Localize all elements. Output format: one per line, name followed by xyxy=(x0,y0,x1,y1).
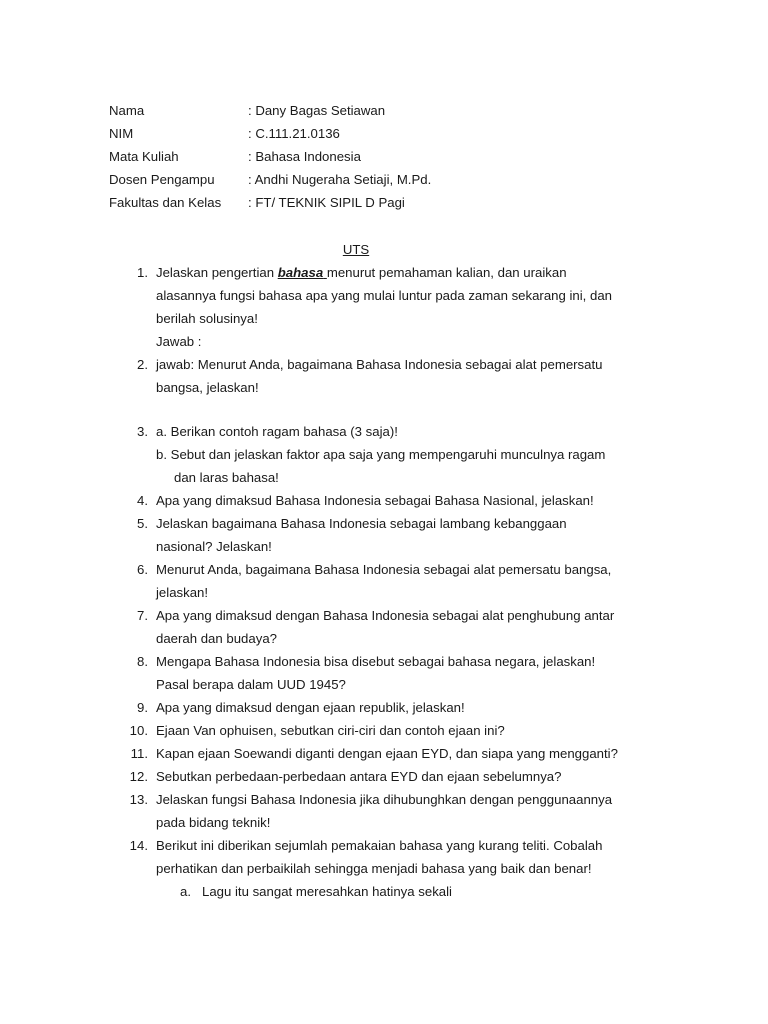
info-row-dosen xyxy=(109,171,431,194)
question-2 xyxy=(0,356,768,379)
question-number: 2. xyxy=(137,357,148,372)
question-3 xyxy=(0,423,768,446)
question-3-b xyxy=(0,446,768,469)
info-row-fakultas xyxy=(109,194,431,217)
question-7 xyxy=(0,607,768,630)
sub-item-letter: a. xyxy=(180,884,191,899)
question-text: bangsa, jelaskan! xyxy=(156,380,259,395)
question-number: 7. xyxy=(137,608,148,623)
question-text: alasannya fungsi bahasa apa yang mulai luntur pada zaman sekarang ini, dan xyxy=(156,288,613,303)
question-text: Berikut ini diberikan sejumlah pemakaian bahasa yang kurang teliti. Cobalah xyxy=(156,838,603,853)
question-14-sub-a xyxy=(0,883,768,906)
info-label: Mata Kuliah xyxy=(109,149,179,164)
question-number: 1. xyxy=(137,265,148,280)
question-text: pada bidang teknik! xyxy=(156,815,271,830)
question-2-cont xyxy=(0,379,768,402)
question-13-cont xyxy=(0,814,768,837)
question-list xyxy=(0,264,768,906)
student-info xyxy=(109,102,431,217)
question-13 xyxy=(0,791,768,814)
question-text: daerah dan budaya? xyxy=(156,631,277,646)
question-3-b-cont xyxy=(0,469,768,492)
info-value: : C.111.21.0136 xyxy=(248,126,340,141)
question-1 xyxy=(0,264,768,287)
info-row-nama xyxy=(109,102,431,125)
question-text: perhatikan dan perbaikilah sehingga menjadi bahasa yang baik dan benar! xyxy=(156,861,592,876)
question-5-cont xyxy=(0,538,768,561)
info-value: : Bahasa Indonesia xyxy=(248,149,361,164)
question-number: 11. xyxy=(130,746,148,761)
info-value: : FT/ TEKNIK SIPIL D Pagi xyxy=(248,195,405,210)
question-6 xyxy=(0,561,768,584)
question-number: 10. xyxy=(129,723,148,738)
info-value: : Dany Bagas Setiawan xyxy=(248,103,386,118)
question-text: Ejaan Van ophuisen, sebutkan ciri-ciri dan contoh ejaan ini? xyxy=(156,723,505,738)
question-text: Apa yang dimaksud dengan Bahasa Indonesia sebagai alat penghubung antar xyxy=(156,608,615,623)
question-text-post: menurut pemahaman kalian, dan uraikan xyxy=(326,265,567,280)
question-text: Kapan ejaan Soewandi diganti dengan ejaan EYD, dan siapa yang mengganti? xyxy=(156,746,618,761)
question-text: dan laras bahasa! xyxy=(174,470,279,485)
question-14-cont xyxy=(0,860,768,883)
question-11 xyxy=(0,745,768,768)
question-text: Sebutkan perbedaan-perbedaan antara EYD dan ejaan sebelumnya? xyxy=(156,769,562,784)
question-text: b. Sebut dan jelaskan faktor apa saja yang mempengaruhi munculnya ragam xyxy=(156,447,606,462)
question-text: Apa yang dimaksud dengan ejaan republik, jelaskan! xyxy=(156,700,465,715)
question-text: Mengapa Bahasa Indonesia bisa disebut sebagai bahasa negara, jelaskan! xyxy=(156,654,596,669)
question-text xyxy=(156,264,567,281)
question-text: jawab: Menurut Anda, bagaimana Bahasa Indonesia sebagai alat pemersatu xyxy=(156,357,603,372)
sub-item-text: Lagu itu sangat meresahkan hatinya sekali xyxy=(202,884,452,899)
question-number: 13. xyxy=(129,792,148,807)
question-text: Jelaskan fungsi Bahasa Indonesia jika dihubunghkan dengan penggunaannya xyxy=(156,792,613,807)
question-1-cont xyxy=(0,310,768,333)
question-number: 12. xyxy=(129,769,148,784)
info-row-nim xyxy=(109,125,431,148)
blank-gap xyxy=(0,402,768,423)
question-text: jelaskan! xyxy=(156,585,209,600)
question-number: 8. xyxy=(137,654,148,669)
question-7-cont xyxy=(0,630,768,653)
info-label: Fakultas dan Kelas xyxy=(109,195,222,210)
question-number: 6. xyxy=(137,562,148,577)
info-label: Nama xyxy=(109,103,145,118)
question-text: berilah solusinya! xyxy=(156,311,258,326)
question-number: 9. xyxy=(137,700,148,715)
question-12 xyxy=(0,768,768,791)
answer-label xyxy=(0,333,768,356)
question-number: 3. xyxy=(137,424,148,439)
question-8-cont xyxy=(0,676,768,699)
question-text: nasional? Jelaskan! xyxy=(156,539,272,554)
info-row-mata-kuliah xyxy=(109,148,431,171)
question-number: 14. xyxy=(129,838,148,853)
question-5 xyxy=(0,515,768,538)
question-text: Apa yang dimaksud Bahasa Indonesia sebagai Bahasa Nasional, jelaskan! xyxy=(156,493,594,508)
question-8 xyxy=(0,653,768,676)
info-label: NIM xyxy=(109,126,134,141)
question-14 xyxy=(0,837,768,860)
info-label: Dosen Pengampu xyxy=(109,172,215,187)
question-text: Jelaskan bagaimana Bahasa Indonesia sebagai lambang kebanggaan xyxy=(156,516,567,531)
question-number: 4. xyxy=(137,493,148,508)
document-title: UTS xyxy=(342,242,370,257)
question-text: a. Berikan contoh ragam bahasa (3 saja)! xyxy=(156,424,398,439)
info-value: : Andhi Nugeraha Setiaji, M.Pd. xyxy=(248,172,432,187)
jawab-label: Jawab : xyxy=(156,334,202,349)
question-9 xyxy=(0,699,768,722)
question-number: 5. xyxy=(137,516,148,531)
question-text: Menurut Anda, bagaimana Bahasa Indonesia sebagai alat pemersatu bangsa, xyxy=(156,562,612,577)
question-text-pre: Jelaskan pengertian xyxy=(156,265,278,280)
keyword-bahasa: bahasa xyxy=(277,265,324,280)
question-text: Pasal berapa dalam UUD 1945? xyxy=(156,677,346,692)
question-6-cont xyxy=(0,584,768,607)
question-1-cont xyxy=(0,287,768,310)
question-4 xyxy=(0,492,768,515)
question-10 xyxy=(0,722,768,745)
